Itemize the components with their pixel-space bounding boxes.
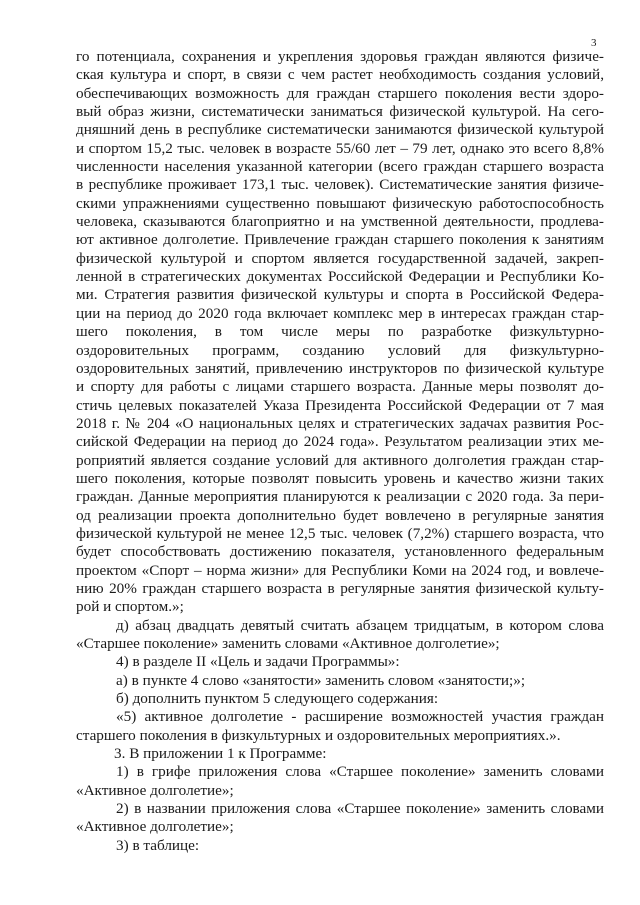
text-line: а) в пункте 4 слово «занятости» заменить словом «занятости;»;	[116, 671, 526, 689]
text-line: нию 20% граждан старшего возраста в регулярные занятия физической культу-	[76, 579, 604, 597]
text-line: 2018 г. № 204 «О национальных целях и стратегических задачах развития Рос-	[76, 414, 604, 432]
text-line: д) абзац двадцать девятый считать абзацем тридцатым, в котором слова	[116, 616, 604, 634]
page-number: 3	[591, 37, 597, 49]
text-line: шего поколения, в том числе меры по разработке физкультурно-	[76, 323, 604, 341]
text-line: ленной в стратегических документах Российской Федерации и Республики Ко-	[76, 268, 604, 286]
text-line: ют активное долголетие. Привлечение граждан старшего поколения к занятиям	[76, 231, 604, 249]
text-line: 1) в грифе приложения слова «Старшее поколение» заменить словами	[116, 763, 604, 781]
text-line: «5) активное долголетие - расширение возможностей участия граждан	[116, 708, 604, 726]
text-line: и спортом 15,2 тыс. человек в возрасте 55/60 лет – 79 лет, однако это всего 8,8%	[76, 139, 604, 157]
text-line: физической культурой и спортом является государственной задачей, закреп-	[76, 249, 604, 267]
text-line: будет способствовать достижению показателя, установленного федеральным	[76, 543, 604, 561]
text-line: численности населения указанной категории (всего граждан старшего возраста	[76, 158, 604, 176]
text-line: го потенциала, сохранения и укрепления здоровья граждан являются физиче-	[76, 48, 604, 65]
text-line: оздоровительных занятий, привлечению инструкторов по физической культуре	[76, 359, 604, 377]
text-line: «Активное долголетие»;	[76, 818, 234, 836]
text-line: 4) в разделе II «Цель и задачи Программы»:	[116, 653, 400, 671]
text-line: шего поколения, которые позволят повысить уровень и качество жизни таких	[76, 469, 604, 487]
document-body	[76, 48, 604, 855]
text-line: обеспечивающих возможность для граждан старшего поколения вести здоро-	[76, 84, 604, 102]
text-line: ская культура и спорт, в связи с чем растет необходимость создания условий,	[76, 66, 604, 84]
text-line: вый образ жизни, систематически заниматься физической культурой. На сего-	[76, 103, 604, 121]
text-line: оздоровительных программ, созданию условий для физкультурно-	[76, 341, 604, 359]
text-line: сийской Федерации на период до 2024 года». Результатом реализации этих ме-	[76, 433, 604, 451]
text-line: ми. Стратегия развития физической культуры и спорта в Российской Федера-	[76, 286, 604, 304]
text-line: роприятий является создание условий для активного долголетия граждан стар-	[76, 451, 604, 469]
text-line: скими упражнениями существенно повышают физическую работоспособность	[76, 194, 604, 212]
text-line: граждан. Данные мероприятия планируются к реализации с 2020 года. За пери-	[76, 488, 604, 506]
text-line: стичь целевых показателей Указа Президента Российской Федерации от 7 мая	[76, 396, 604, 414]
text-line: физической культурой не менее 12,5 тыс. человек (7,2%) старшего возраста, что	[76, 524, 604, 542]
text-line: в республике проживает 173,1 тыс. человек). Систематические занятия физиче-	[76, 176, 604, 194]
text-line: человека, сказываются благоприятно и на умственной деятельности, продлева-	[76, 213, 604, 231]
text-line: дняшний день в республике систематически занимаются физической культурой	[76, 121, 604, 139]
text-line: 2) в названии приложения слова «Старшее поколение» заменить словами	[116, 800, 604, 818]
text-line: 3. В приложении 1 к Программе:	[114, 745, 327, 763]
text-line: «Активное долголетие»;	[76, 781, 234, 799]
text-line: старшего поколения в физкультурных и оздоровительных мероприятиях.».	[76, 726, 561, 744]
text-line: «Старшее поколение» заменить словами «Активное долголетие»;	[76, 635, 500, 652]
text-line: 3) в таблице:	[116, 836, 200, 854]
text-line: проектом «Спорт – норма жизни» для Республики Коми на 2024 год, и вовлече-	[76, 561, 604, 579]
text-line: од реализации проекта дополнительно будет вовлечено в регулярные занятия	[76, 506, 604, 524]
text-line: ции на период до 2020 года включает комплекс мер в интересах граждан стар-	[76, 304, 604, 322]
text-line: б) дополнить пунктом 5 следующего содержания:	[116, 690, 439, 708]
text-line: рой и спортом.»;	[76, 598, 184, 616]
text-line: и спорту для работы с лицами старшего возраста. Данные меры позволят до-	[76, 378, 604, 396]
